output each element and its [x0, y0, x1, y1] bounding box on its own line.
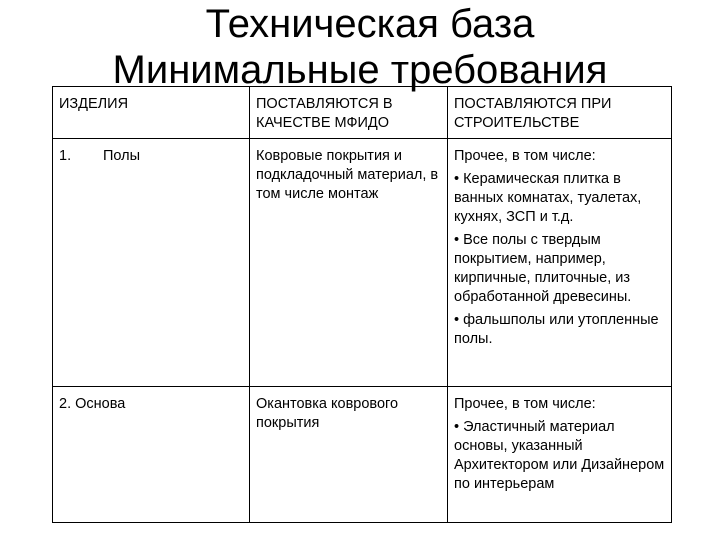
header-items: ИЗДЕЛИЯ [53, 87, 250, 139]
table-row [53, 139, 672, 387]
table-row [53, 387, 672, 523]
table-header-row [53, 87, 672, 139]
requirements-table [52, 86, 672, 523]
construction-cell [448, 139, 672, 387]
supplied-mfido-cell: Окантовка коврового покрытия [250, 387, 448, 523]
item-cell [53, 139, 250, 387]
header-supplied-construction: ПОСТАВЛЯЮТСЯ ПРИ СТРОИТЕЛЬСТВЕ [448, 87, 672, 139]
header-supplied-mfido: ПОСТАВЛЯЮТСЯ В КАЧЕСТВЕ МФИДО [250, 87, 448, 139]
item-number: 1. [59, 148, 72, 164]
construction-bullet: • Керамическая плитка в ванных комнатах, туалетах, кухнях, ЗСП и т.д. [454, 171, 642, 225]
construction-bullet: • фальшполы или утопленные полы. [454, 312, 659, 347]
supplied-mfido-cell: Ковровые покрытия и подкладочный материал, в том числе монтаж [250, 139, 448, 387]
construction-intro: Прочее, в том числе: [454, 148, 596, 164]
item-name: Полы [103, 148, 141, 164]
construction-cell [448, 387, 672, 523]
page-title: Техническая база [205, 2, 535, 46]
page-subtitle: Минимальные требования [112, 48, 608, 92]
item-cell: 2. Основа [53, 387, 250, 523]
construction-intro: Прочее, в том числе: [454, 396, 596, 412]
construction-bullet: • Все полы с твердым покрытием, например, кирпичные, плиточные, из обработанной древесины. [454, 232, 632, 305]
construction-bullet: • Эластичный материал основы, указанный Архитектором или Дизайнером по интерьерам [454, 419, 665, 492]
